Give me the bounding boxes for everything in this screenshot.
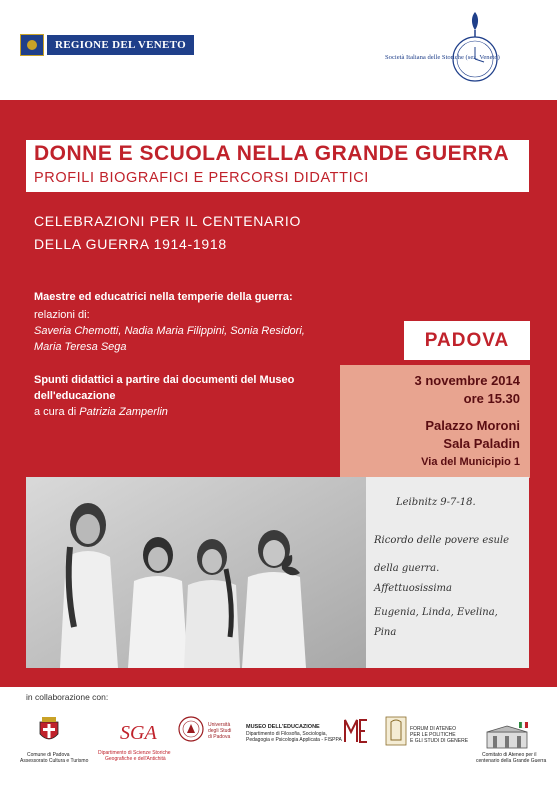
sis-label: Società Italiana delle Storiche (sez. Veneto): [385, 54, 500, 61]
regione-veneto-logo: [20, 34, 194, 56]
museo-caption-3: Pedagogia e Psicologia Applicata - FISPPA: [246, 737, 342, 743]
historic-photo: [26, 477, 529, 668]
comitato-caption-2: centenario della Grande Guerra: [476, 758, 547, 764]
museo-me-icon: [343, 716, 369, 746]
talk2-title: Spunti didattici a partire dai documenti del Museo: [34, 374, 295, 386]
handwritten-letter: [366, 477, 529, 668]
talk2-curator: Patrizia Zamperlin: [79, 406, 168, 418]
sga-caption-1: Dipartimento di Scienze Storiche: [98, 750, 171, 756]
letter-line-2: Ricordo delle povere esule: [374, 535, 510, 546]
unipd-caption-3: di Padova: [208, 734, 231, 740]
unipd-caption-2: degli Studi: [208, 728, 232, 734]
museo-caption-2: Dipartimento di Filosofia, Sociologia,: [246, 731, 327, 737]
talk2-curator-prefix: a cura di: [34, 406, 80, 418]
letter-line-4: Affettuosissima: [374, 583, 452, 594]
header: [0, 0, 557, 100]
unipd-seal-icon: [178, 716, 204, 742]
event-time: ore 15.30: [463, 391, 520, 406]
event-date: 3 novembre 2014: [414, 373, 520, 388]
letter-line-5: Eugenia, Linda, Evelina,: [374, 607, 498, 618]
page-title: DONNE E SCUOLA NELLA GRANDE GUERRA: [34, 142, 510, 165]
forum-caption-1: FORUM DI ATENEO: [410, 726, 457, 732]
talk1-title: Maestre ed educatrici nella temperie della guerra:: [34, 291, 293, 303]
sga-logo: SGA: [120, 722, 157, 744]
unipd-caption-1: Università: [208, 722, 231, 728]
talk2-curator-line: [34, 406, 168, 418]
talk2-title-cont: dell'educazione: [34, 390, 116, 402]
event-address: Via del Municipio 1: [421, 456, 520, 468]
celebration-line-1: CELEBRAZIONI PER IL CENTENARIO: [34, 213, 302, 229]
talk1-intro: relazioni di:: [34, 309, 90, 321]
sis-watch-icon: [380, 4, 550, 84]
talk1-speakers: Saveria Chemotti, Nadia Maria Filippini, Sonia Residori,: [34, 325, 305, 337]
event-city: PADOVA: [424, 330, 510, 351]
forum-caption-2: PER LE POLITICHE: [410, 732, 456, 738]
forum-caption-3: E GLI STUDI DI GENERE: [410, 738, 469, 744]
collaboration-label: in collaborazione con:: [26, 692, 109, 702]
comitato-building-icon: [485, 722, 529, 750]
padova-caption-2: Assessorato Cultura e Turismo: [20, 758, 89, 764]
regione-veneto-label: REGIONE DEL VENETO: [47, 35, 194, 55]
page-subtitle: PROFILI BIOGRAFICI E PERCORSI DIDATTICI: [34, 170, 369, 186]
letter-line-1: Leibnitz 9-7-18.: [396, 497, 476, 508]
letter-line-3: della guerra.: [374, 563, 440, 574]
lion-crest-icon: [20, 34, 44, 56]
girls-photo-image: [26, 477, 366, 668]
comitato-caption-1: Comitato di Ateneo per il: [482, 752, 537, 758]
forum-emblem-icon: [385, 716, 407, 746]
event-venue: Palazzo Moroni: [425, 418, 520, 433]
sga-caption-2: Geografiche e dell'Antichità: [105, 756, 166, 762]
museo-caption-1: MUSEO DELL'EDUCAZIONE: [246, 724, 320, 730]
event-room: Sala Paladin: [443, 436, 520, 451]
padova-crest-icon: [38, 716, 60, 746]
talk1-speakers-cont: Maria Teresa Sega: [34, 341, 127, 353]
letter-line-6: Pina: [374, 627, 397, 638]
padova-caption-1: Comune di Padova: [27, 752, 70, 758]
celebration-line-2: DELLA GUERRA 1914-1918: [34, 236, 227, 252]
